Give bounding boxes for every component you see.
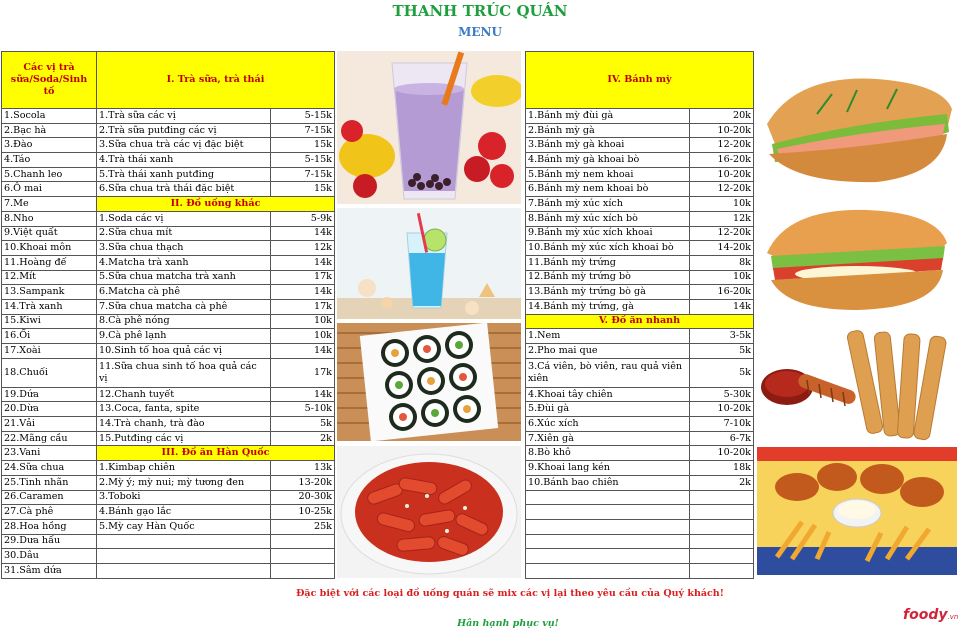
- menu-item-name: 4.Bánh gạo lắc: [97, 505, 271, 520]
- table-row: [2, 153, 97, 168]
- table-row: [2, 563, 97, 578]
- flavor-item: 3.Đào: [2, 138, 97, 153]
- menu-item-price: 14k: [271, 387, 335, 402]
- empty-cell: [690, 534, 754, 549]
- restaurant-title: THANH TRÚC QUÁN: [392, 2, 568, 20]
- menu-item-name: 13.Bánh mỳ trứng bò gà: [526, 285, 690, 300]
- menu-item-name: 8.Bánh mỳ xúc xích bò: [526, 211, 690, 226]
- empty-cell: [271, 549, 335, 564]
- menu-item-name: 10.Bánh mỳ xúc xích khoai bò: [526, 241, 690, 256]
- flavor-item: 16.Ổi: [2, 329, 97, 344]
- table-row: [97, 123, 335, 138]
- menu-item-name: 6.Xúc xích: [526, 417, 690, 432]
- table-row: [2, 446, 97, 461]
- menu-item-name: 3.Cá viên, bò viên, rau quả viên xiên: [526, 358, 690, 387]
- table-row: [97, 270, 335, 285]
- table-row: [97, 167, 335, 182]
- table-row: [2, 519, 97, 534]
- table-row: [526, 475, 754, 490]
- menu-item-name: 3.Sữa chua trà các vị đặc biệt: [97, 138, 271, 153]
- menu-item-price: 7-15k: [271, 167, 335, 182]
- sausage-sandwich-photo: [757, 198, 957, 318]
- flavor-item: 25.Tinh nhãn: [2, 475, 97, 490]
- menu-item-price: 12-20k: [690, 226, 754, 241]
- table-row: [97, 241, 335, 256]
- table-row: [97, 387, 335, 402]
- table-row: [97, 109, 335, 124]
- flavor-item: 21.Vải: [2, 417, 97, 432]
- empty-cell: [526, 519, 690, 534]
- table-row: [2, 241, 97, 256]
- menu-item-price: 5k: [690, 358, 754, 387]
- banh-mi-photo: [757, 54, 957, 194]
- table-row: [2, 475, 97, 490]
- table-row: [2, 211, 97, 226]
- flavor-item: 20.Dừa: [2, 402, 97, 417]
- menu-item-name: 4.Trà thái xanh: [97, 153, 271, 168]
- menu-item-price: 10k: [271, 314, 335, 329]
- flavor-item: 18.Chuối: [2, 358, 97, 387]
- drinks-table: [96, 51, 335, 579]
- menu-item-price: 18k: [690, 461, 754, 476]
- table-row: [97, 519, 335, 534]
- menu-item-price: 7-15k: [271, 123, 335, 138]
- menu-item-name: 14.Trà chanh, trà đào: [97, 417, 271, 432]
- menu-item-price: 5k: [690, 344, 754, 359]
- table-row: [97, 431, 335, 446]
- menu-item-price: 5-9k: [271, 211, 335, 226]
- menu-item-price: 5k: [271, 417, 335, 432]
- special-note: Đặc biệt với các loại đồ uống quán sẽ mix các vị lại theo yêu cầu của Quý khách!: [296, 588, 724, 599]
- table-row: [526, 549, 754, 564]
- table-row: [97, 138, 335, 153]
- menu-item-name: 1.Trà sữa các vị: [97, 109, 271, 124]
- table-row: [97, 314, 335, 329]
- table-row: [526, 461, 754, 476]
- flavor-item: 13.Sampank: [2, 285, 97, 300]
- menu-item-price: 5-30k: [690, 387, 754, 402]
- table-row: [97, 255, 335, 270]
- section-header-other-drinks: II. Đồ uống khác: [97, 197, 335, 212]
- flavor-item: 10.Khoai môn: [2, 241, 97, 256]
- flavor-item: 26.Caramen: [2, 490, 97, 505]
- table-row: [526, 123, 754, 138]
- table-row: [526, 153, 754, 168]
- menu-item-name: 13.Coca, fanta, spite: [97, 402, 271, 417]
- menu-item-price: 6-7k: [690, 431, 754, 446]
- table-row: [526, 299, 754, 314]
- table-row: [526, 563, 754, 578]
- table-row: [2, 534, 97, 549]
- flavor-item: 31.Sâm dứa: [2, 563, 97, 578]
- menu-item-name: 4.Khoai tây chiên: [526, 387, 690, 402]
- menu-item-price: 5-15k: [271, 153, 335, 168]
- flavor-item: 30.Dâu: [2, 549, 97, 564]
- menu-item-price: 20k: [690, 109, 754, 124]
- table-row: [97, 153, 335, 168]
- menu-item-price: 17k: [271, 358, 335, 387]
- menu-item-price: 5-10k: [271, 402, 335, 417]
- empty-cell: [690, 563, 754, 578]
- table-row: [97, 285, 335, 300]
- menu-item-name: 1.Kimbap chiên: [97, 461, 271, 476]
- table-row: [526, 241, 754, 256]
- table-row: [526, 314, 754, 329]
- menu-item-price: 10-20k: [690, 123, 754, 138]
- kimbap-photo: [337, 323, 521, 441]
- menu-item-price: 17k: [271, 270, 335, 285]
- fried-chicken-photo: [757, 447, 957, 575]
- table-row: [2, 490, 97, 505]
- table-row: [526, 431, 754, 446]
- menu-item-name: 14.Bánh mỳ trứng, gà: [526, 299, 690, 314]
- menu-item-name: 9.Cà phê lạnh: [97, 329, 271, 344]
- empty-cell: [526, 549, 690, 564]
- flavors-header-row: [2, 52, 97, 109]
- menu-item-price: 14k: [271, 255, 335, 270]
- empty-cell: [526, 534, 690, 549]
- food-table: [525, 51, 754, 579]
- menu-subtitle: MENU: [458, 25, 502, 39]
- table-row: [97, 563, 335, 578]
- menu-item-name: 9.Khoai lang kén: [526, 461, 690, 476]
- table-row: [2, 329, 97, 344]
- table-row: [526, 402, 754, 417]
- bubble-tea-photo: [337, 51, 521, 204]
- empty-cell: [271, 534, 335, 549]
- blue-soda-photo: [337, 208, 521, 319]
- table-row: [97, 534, 335, 549]
- section-header-korean: III. Đồ ăn Hàn Quốc: [97, 446, 335, 461]
- menu-item-name: 1.Soda các vị: [97, 211, 271, 226]
- table-row: [2, 358, 97, 387]
- empty-cell: [526, 505, 690, 520]
- table-row: [2, 431, 97, 446]
- table-row: [2, 505, 97, 520]
- flavor-item: 8.Nho: [2, 211, 97, 226]
- empty-cell: [526, 490, 690, 505]
- table-row: [2, 549, 97, 564]
- menu-item-name: 7.Sữa chua matcha cà phê: [97, 299, 271, 314]
- table-row: [526, 446, 754, 461]
- foody-logo: foody.vn: [903, 607, 959, 623]
- food-header-row: [526, 52, 754, 109]
- table-row: [2, 138, 97, 153]
- empty-cell: [271, 563, 335, 578]
- menu-item-name: 8.Bò khô: [526, 446, 690, 461]
- menu-item-price: 12k: [271, 241, 335, 256]
- flavor-item: 28.Hoa hồng: [2, 519, 97, 534]
- menu-item-name: 4.Bánh mỳ gà khoai bò: [526, 153, 690, 168]
- flavor-item: 22.Mãng cầu: [2, 431, 97, 446]
- menu-item-name: 7.Bánh mỳ xúc xích: [526, 197, 690, 212]
- menu-item-price: 17k: [271, 299, 335, 314]
- table-row: [526, 211, 754, 226]
- menu-item-price: 25k: [271, 519, 335, 534]
- empty-cell: [690, 505, 754, 520]
- menu-item-price: 15k: [271, 182, 335, 197]
- menu-item-name: 3.Bánh mỳ gà khoai: [526, 138, 690, 153]
- flavor-item: 12.Mít: [2, 270, 97, 285]
- menu-item-price: 12-20k: [690, 182, 754, 197]
- table-row: [2, 285, 97, 300]
- table-row: [526, 270, 754, 285]
- menu-item-name: 5.Sữa chua matcha trà xanh: [97, 270, 271, 285]
- menu-item-price: 12k: [690, 211, 754, 226]
- table-row: [2, 167, 97, 182]
- table-row: [526, 519, 754, 534]
- flavor-item: 5.Chanh leo: [2, 167, 97, 182]
- flavor-item: 1.Socola: [2, 109, 97, 124]
- flavors-table: [1, 51, 97, 579]
- menu-item-name: 2.Pho mai que: [526, 344, 690, 359]
- section-header-fast-food: V. Đồ ăn nhanh: [526, 314, 754, 329]
- flavor-item: 11.Hoàng đế: [2, 255, 97, 270]
- menu-item-price: 15k: [271, 138, 335, 153]
- flavors-header: Các vị trà sữa/Soda/Sinh tố: [2, 52, 97, 109]
- menu-item-price: 2k: [271, 431, 335, 446]
- menu-item-price: 16-20k: [690, 285, 754, 300]
- menu-item-name: 2.Sữa chua mít: [97, 226, 271, 241]
- flavor-item: 17.Xoài: [2, 344, 97, 359]
- table-row: [97, 358, 335, 387]
- table-row: [526, 226, 754, 241]
- flavor-item: 2.Bạc hà: [2, 123, 97, 138]
- menu-item-name: 5.Trà thái xanh putđing: [97, 167, 271, 182]
- table-row: [97, 461, 335, 476]
- table-row: [526, 197, 754, 212]
- empty-cell: [97, 563, 271, 578]
- table-row: [526, 344, 754, 359]
- tteokbokki-photo: [337, 446, 521, 578]
- table-row: [2, 417, 97, 432]
- table-row: [526, 182, 754, 197]
- flavor-item: 23.Vani: [2, 446, 97, 461]
- menu-item-name: 9.Bánh mỳ xúc xích khoai: [526, 226, 690, 241]
- menu-item-price: 14k: [271, 285, 335, 300]
- menu-item-name: 1.Nem: [526, 329, 690, 344]
- table-row: [97, 344, 335, 359]
- menu-item-price: 10-25k: [271, 505, 335, 520]
- menu-item-name: 15.Putđing các vị: [97, 431, 271, 446]
- menu-item-name: 11.Sữa chua sinh tố hoa quả các vị: [97, 358, 271, 387]
- table-row: [97, 490, 335, 505]
- menu-item-name: 10.Sinh tố hoa quả các vị: [97, 344, 271, 359]
- table-row: [2, 197, 97, 212]
- table-row: [2, 255, 97, 270]
- menu-item-price: 20-30k: [271, 490, 335, 505]
- menu-item-price: 14k: [271, 344, 335, 359]
- table-row: [97, 329, 335, 344]
- menu-item-price: 16-20k: [690, 153, 754, 168]
- cheese-sticks-photo: [757, 322, 957, 442]
- table-row: [526, 490, 754, 505]
- menu-item-name: 11.Bánh mỳ trứng: [526, 255, 690, 270]
- table-row: [2, 314, 97, 329]
- menu-item-name: 6.Matcha cà phê: [97, 285, 271, 300]
- flavor-item: 29.Dưa hấu: [2, 534, 97, 549]
- table-row: [97, 446, 335, 461]
- flavor-item: 14.Trà xanh: [2, 299, 97, 314]
- menu-item-price: 13k: [271, 461, 335, 476]
- empty-cell: [690, 490, 754, 505]
- table-row: [526, 167, 754, 182]
- section-header-banh-mi: IV. Bánh mỳ: [526, 52, 754, 109]
- table-row: [97, 226, 335, 241]
- menu-item-name: 5.Bánh mỳ nem khoai: [526, 167, 690, 182]
- table-row: [2, 109, 97, 124]
- menu-item-price: 3-5k: [690, 329, 754, 344]
- menu-item-price: 10-20k: [690, 446, 754, 461]
- menu-item-name: 10.Bánh bao chiên: [526, 475, 690, 490]
- table-row: [526, 358, 754, 387]
- table-row: [2, 226, 97, 241]
- menu-item-name: 6.Sữa chua trà thái đặc biệt: [97, 182, 271, 197]
- flavor-item: 24.Sữa chua: [2, 461, 97, 476]
- menu-item-name: 2.Trà sữa putđing các vị: [97, 123, 271, 138]
- table-row: [2, 270, 97, 285]
- table-row: [526, 387, 754, 402]
- flavor-item: 6.Ô mai: [2, 182, 97, 197]
- table-row: [97, 417, 335, 432]
- menu-item-name: 3.Sữa chua thạch: [97, 241, 271, 256]
- menu-item-price: 14k: [690, 299, 754, 314]
- menu-item-name: 8.Cà phê nóng: [97, 314, 271, 329]
- menu-item-price: 5-15k: [271, 109, 335, 124]
- table-row: [97, 182, 335, 197]
- menu-item-price: 10-20k: [690, 402, 754, 417]
- thanks-text: Hân hạnh phục vụ!: [457, 618, 559, 629]
- menu-item-name: 12.Bánh mỳ trứng bò: [526, 270, 690, 285]
- table-row: [526, 329, 754, 344]
- flavor-item: 4.Táo: [2, 153, 97, 168]
- empty-cell: [690, 549, 754, 564]
- table-row: [2, 387, 97, 402]
- table-row: [97, 549, 335, 564]
- menu-item-name: 4.Matcha trà xanh: [97, 255, 271, 270]
- table-row: [526, 505, 754, 520]
- table-row: [526, 255, 754, 270]
- flavor-item: 15.Kiwi: [2, 314, 97, 329]
- table-row: [2, 123, 97, 138]
- menu-item-name: 3.Toboki: [97, 490, 271, 505]
- menu-item-price: 2k: [690, 475, 754, 490]
- empty-cell: [526, 563, 690, 578]
- menu-item-name: 7.Xiên gà: [526, 431, 690, 446]
- menu-item-name: 2.Bánh mỳ gà: [526, 123, 690, 138]
- table-row: [526, 285, 754, 300]
- menu-item-price: 10-20k: [690, 167, 754, 182]
- menu-item-name: 5.Đùi gà: [526, 402, 690, 417]
- table-row: [526, 138, 754, 153]
- menu-item-price: 10k: [271, 329, 335, 344]
- table-row: [97, 211, 335, 226]
- drinks-header-row: [97, 52, 335, 109]
- table-row: [97, 505, 335, 520]
- menu-item-name: 1.Bánh mỳ đùi gà: [526, 109, 690, 124]
- empty-cell: [97, 534, 271, 549]
- menu-item-price: 10k: [690, 197, 754, 212]
- menu-item-price: 10k: [690, 270, 754, 285]
- empty-cell: [97, 549, 271, 564]
- menu-item-name: 6.Bánh mỳ nem khoai bò: [526, 182, 690, 197]
- menu-item-price: 14k: [271, 226, 335, 241]
- table-row: [97, 475, 335, 490]
- menu-item-name: 2.Mỳ ý; mỳ nui; mỳ tương đen: [97, 475, 271, 490]
- table-row: [2, 402, 97, 417]
- flavor-item: 27.Cà phê: [2, 505, 97, 520]
- table-row: [2, 461, 97, 476]
- table-row: [526, 534, 754, 549]
- flavor-item: 19.Dứa: [2, 387, 97, 402]
- menu-item-name: 12.Chanh tuyết: [97, 387, 271, 402]
- flavor-item: 7.Me: [2, 197, 97, 212]
- section-header-tea: I. Trà sữa, trà thái: [97, 52, 335, 109]
- empty-cell: [690, 519, 754, 534]
- table-row: [2, 182, 97, 197]
- table-row: [526, 417, 754, 432]
- menu-item-price: 7-10k: [690, 417, 754, 432]
- menu-item-price: 13-20k: [271, 475, 335, 490]
- flavor-item: 9.Việt quất: [2, 226, 97, 241]
- table-row: [97, 402, 335, 417]
- menu-item-price: 12-20k: [690, 138, 754, 153]
- table-row: [2, 299, 97, 314]
- menu-item-price: 8k: [690, 255, 754, 270]
- table-row: [97, 197, 335, 212]
- table-row: [97, 299, 335, 314]
- menu-item-name: 5.Mỳ cay Hàn Quốc: [97, 519, 271, 534]
- table-row: [2, 344, 97, 359]
- menu-item-price: 14-20k: [690, 241, 754, 256]
- table-row: [526, 109, 754, 124]
